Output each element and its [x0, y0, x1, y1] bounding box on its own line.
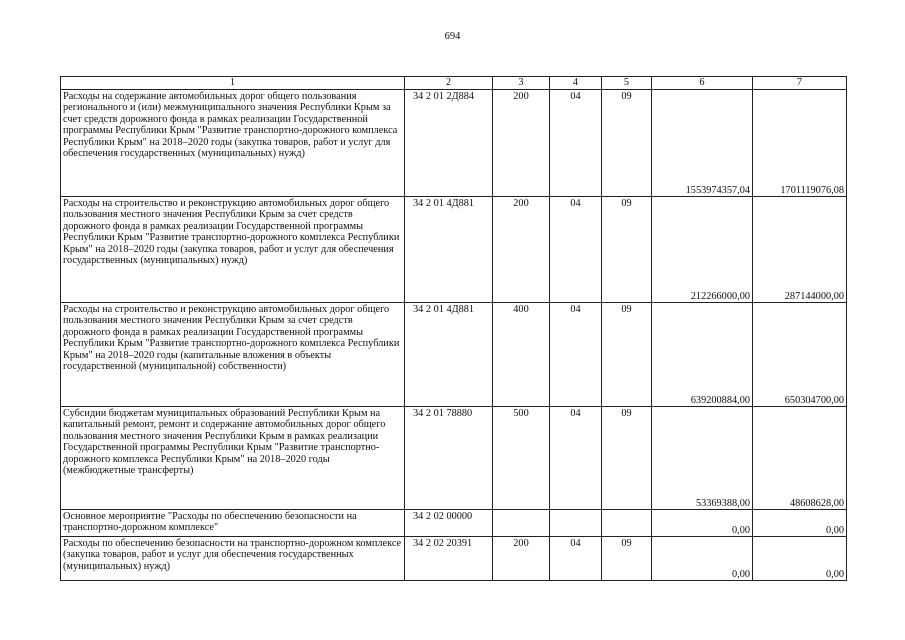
page-number: 694 — [444, 31, 461, 42]
row-section: 04 — [550, 197, 602, 303]
table-header-row — [61, 77, 847, 90]
row-target-code: 34 2 01 78880 — [405, 407, 493, 510]
row-subsection: 09 — [602, 407, 652, 510]
row-target-code: 34 2 01 4Д881 — [405, 197, 493, 303]
row-expense-type — [493, 510, 550, 537]
row-target-code: 34 2 01 2Д884 — [405, 90, 493, 197]
row-description: Расходы на строительство и реконструкцию автомобильных дорог общего пользования местного значения Республики Крым за счет средств дорожного фонда в рамках реализации Государственной программы Республики Крым "Развитие транспортно-дорожного комплекса Республики Крым" на 2018–2020 годы (капитальные вложения в объекты государственной (муниципальной) собственности) — [61, 303, 405, 407]
row-target-code: 34 2 02 20391 — [405, 537, 493, 581]
header-cell: 1 — [61, 77, 405, 90]
row-expense-type: 200 — [493, 90, 550, 197]
row-target-code: 34 2 02 00000 — [405, 510, 493, 537]
header-cell: 6 — [652, 77, 753, 90]
row-amount-col6: 212266000,00 — [652, 197, 753, 303]
row-amount-col7: 1701119076,08 — [753, 90, 847, 197]
row-subsection — [602, 510, 652, 537]
row-expense-type: 400 — [493, 303, 550, 407]
header-cell: 2 — [405, 77, 493, 90]
row-subsection: 09 — [602, 197, 652, 303]
table-row — [61, 303, 847, 407]
row-description: Основное мероприятие "Расходы по обеспечению безопасности на транспортно-дорожном комплексе" — [61, 510, 405, 537]
row-amount-col6: 0,00 — [652, 510, 753, 537]
row-description: Субсидии бюджетам муниципальных образований Республики Крым на капитальный ремонт, ремонт и содержание автомобильных дорог общего пользования местного значения Республики Крым в рамках реализации Государственной программы Республики Крым "Развитие транспортно-дорожного комплекса Республики Крым" на 2018–2020 годы (межбюджетные трансферты) — [61, 407, 405, 510]
row-target-code: 34 2 01 4Д881 — [405, 303, 493, 407]
row-amount-col7: 48608628,00 — [753, 407, 847, 510]
header-cell: 5 — [602, 77, 652, 90]
row-section: 04 — [550, 303, 602, 407]
row-expense-type: 200 — [493, 537, 550, 581]
row-amount-col7: 0,00 — [753, 537, 847, 581]
row-amount-col6: 53369388,00 — [652, 407, 753, 510]
row-expense-type: 500 — [493, 407, 550, 510]
table-row — [61, 197, 847, 303]
row-section: 04 — [550, 90, 602, 197]
row-subsection: 09 — [602, 537, 652, 581]
row-description: Расходы на строительство и реконструкцию автомобильных дорог общего пользования местного значения Республики Крым за счет средств дорожного фонда в рамках реализации Государственной программы Республики Крым "Развитие транспортно-дорожного комплекса Республики Крым" на 2018–2020 годы (закупка товаров, работ и услуг для обеспечения государственных (муниципальных) нужд) — [61, 197, 405, 303]
row-amount-col7: 287144000,00 — [753, 197, 847, 303]
row-amount-col6: 0,00 — [652, 537, 753, 581]
table-row — [61, 90, 847, 197]
row-amount-col6: 1553974357,04 — [652, 90, 753, 197]
row-subsection: 09 — [602, 303, 652, 407]
table-row — [61, 537, 847, 581]
row-amount-col7: 0,00 — [753, 510, 847, 537]
row-section — [550, 510, 602, 537]
row-description: Расходы по обеспечению безопасности на транспортно-дорожном комплексе (закупка товаров, работ и услуг для обеспечения государственных (муниципальных) нужд) — [61, 537, 405, 581]
row-section: 04 — [550, 537, 602, 581]
budget-table — [60, 76, 847, 581]
row-amount-col6: 639200884,00 — [652, 303, 753, 407]
row-description: Расходы на содержание автомобильных дорог общего пользования регионального и (или) межмуниципального значения Республики Крым за счет средств дорожного фонда в рамках реализации Государственной программы Республики Крым "Развитие транспортно-дорожного комплекса Республики Крым" на 2018–2020 годы (закупка товаров, работ и услуг для обеспечения государственных (муниципальных) нужд) — [61, 90, 405, 197]
row-subsection: 09 — [602, 90, 652, 197]
table-row — [61, 407, 847, 510]
header-cell: 3 — [493, 77, 550, 90]
header-cell: 7 — [753, 77, 847, 90]
table-row — [61, 510, 847, 537]
row-section: 04 — [550, 407, 602, 510]
row-expense-type: 200 — [493, 197, 550, 303]
row-amount-col7: 650304700,00 — [753, 303, 847, 407]
header-cell: 4 — [550, 77, 602, 90]
